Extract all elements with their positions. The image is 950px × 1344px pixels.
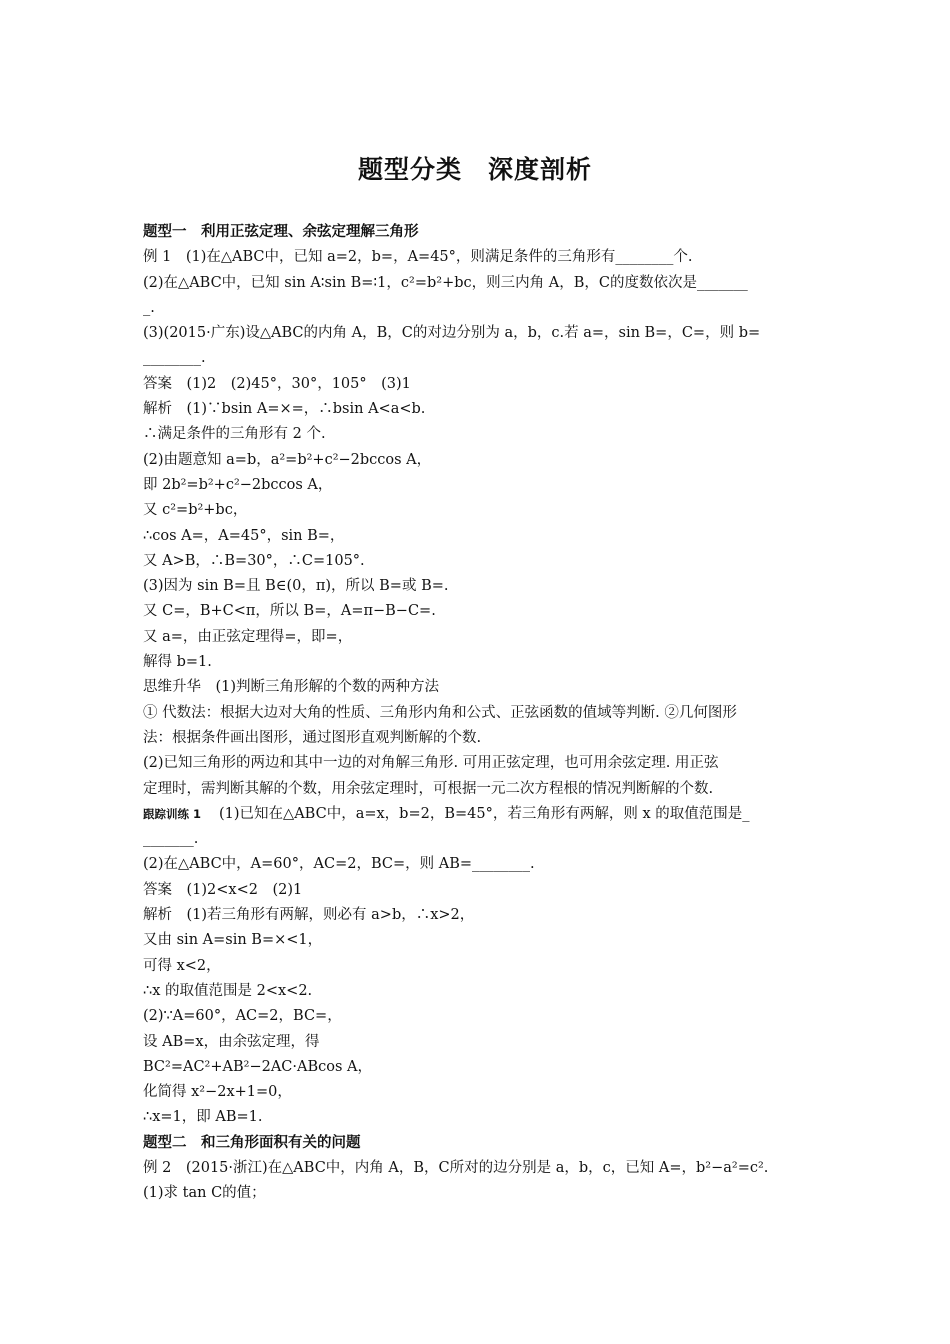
page-title: 题型分类 深度剖析 — [357, 155, 592, 184]
text-line: _______. — [143, 831, 199, 848]
practice-badge: 跟踪训练 1 — [143, 806, 202, 821]
text-line: ① 代数法：根据大边对大角的性质、三角形内角和公式、正弦函数的值域等判断. ②几何图形 — [143, 704, 737, 721]
text-line: (2)∵A=60°，AC=2，BC=， — [143, 1008, 342, 1025]
text-line: 定理时，需判断其解的个数，用余弦定理时，可根据一元二次方程根的情况判断解的个数. — [143, 780, 714, 797]
text-line: 又 A>B，∴B=30°，∴C=105°. — [143, 552, 365, 569]
text-line: ∴x 的取值范围是 2<x<2. — [143, 982, 313, 999]
text-line: _. — [143, 299, 155, 316]
text-line: (2)已知三角形的两边和其中一边的对角解三角形. 可用正弦定理，也可用余弦定理. 用正弦 — [143, 755, 719, 772]
text-line: 即 2b²=b²+c²−2bccos A， — [143, 476, 333, 493]
text-line: 又 a=，由正弦定理得=，即=， — [143, 628, 353, 645]
text-line: 例 1 (1)在△ABC中，已知 a=2，b=，A=45°，则满足条件的三角形有________个. — [143, 249, 693, 266]
text-line: 化简得 x²−2x+1=0， — [143, 1084, 292, 1101]
text-line: ∴x=1，即 AB=1. — [143, 1109, 263, 1126]
section-heading: 题型一 利用正弦定理、余弦定理解三角形 — [143, 224, 419, 240]
text-line: 又 c²=b²+bc， — [143, 502, 248, 519]
text-line: 答案 (1)2<x<2 (2)1 — [143, 881, 303, 898]
text-line: 解得 b=1. — [143, 654, 212, 671]
section-heading: 题型二 和三角形面积有关的问题 — [143, 1134, 361, 1151]
text-line: 法：根据条件画出图形，通过图形直观判断解的个数. — [143, 729, 482, 746]
text-line: 解析 (1)∵bsin A=×=，∴bsin A<a<b. — [143, 401, 426, 418]
text-line: (3)(2015·广东)设△ABC的内角 A，B，C的对边分别为 a，b，c.若 a=，sin B=，C=，则 b= — [143, 325, 761, 342]
text-line: (3)因为 sin B=且 B∈(0，π)，所以 B=或 B=. — [143, 578, 449, 595]
text-line: ∴cos A=，A=45°，sin B=， — [143, 527, 345, 544]
text-line: (2)在△ABC中，A=60°，AC=2，BC=，则 AB=________. — [143, 856, 535, 873]
text-line: ∴满足条件的三角形有 2 个. — [143, 426, 326, 443]
content-body — [143, 220, 813, 1207]
text-line: (2)在△ABC中，已知 sin A∶sin B=∶1，c²=b²+bc，则三内角 A，B，C的度数依次是_______ — [143, 274, 748, 291]
text-line: 答案 (1)2 (2)45°，30°，105° (3)1 — [143, 375, 411, 392]
text-line: 设 AB=x，由余弦定理，得 — [143, 1033, 320, 1050]
text-line: 又由 sin A=sin B=×<1， — [143, 932, 323, 949]
text-line: 又 C=，B+C<π，所以 B=，A=π−B−C=. — [143, 603, 436, 620]
text-line: BC²=AC²+AB²−2AC·ABcos A， — [143, 1058, 372, 1075]
text-line: (1)求 tan C的值； — [143, 1185, 266, 1202]
text-line: 解析 (1)若三角形有两解，则必有 a>b，∴x>2， — [143, 907, 475, 924]
text-line: 例 2 (2015·浙江)在△ABC中，内角 A，B，C所对的边分别是 a，b，c，已知 A=，b²−a²=c². — [143, 1159, 769, 1176]
text-line: (2)由题意知 a=b，a²=b²+c²−2bccos A， — [143, 451, 432, 468]
text-line: 可得 x<2， — [143, 957, 221, 974]
practice-line — [143, 802, 813, 827]
text-line: 思维升华 (1)判断三角形解的个数的两种方法 — [143, 679, 440, 696]
text-line: ________. — [143, 350, 206, 367]
practice-text: (1)已知在△ABC中，a=x，b=2，B=45°，若三角形有两解，则 x 的取值范围是_ — [219, 805, 750, 822]
